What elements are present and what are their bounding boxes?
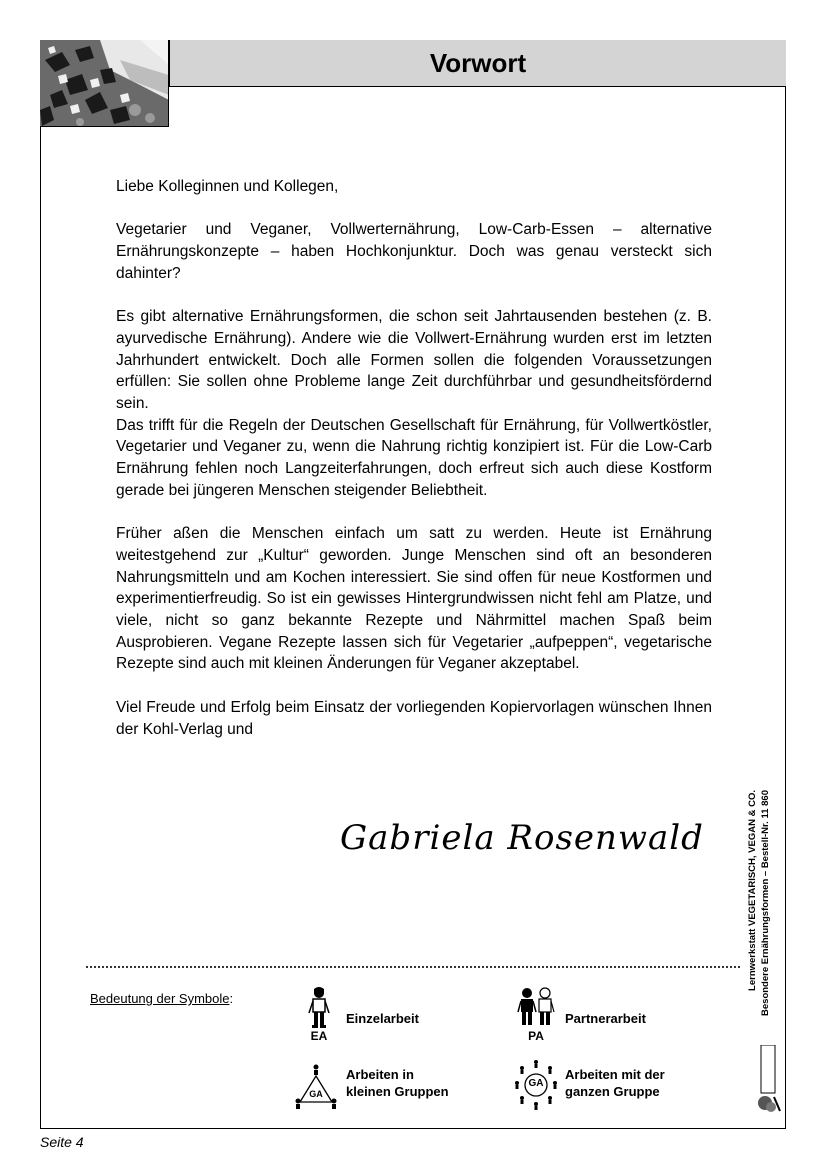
paragraph-1: Vegetarier und Veganer, Vollwerternährung, Low-Carb-Essen – alternative Ernährungskonzepte – haben Hochkonjunktur. Doch was genau versteckt sich dahinter? [116, 221, 712, 282]
paragraph-2b: Das trifft für die Regeln der Deutschen Gesellschaft für Ernährung, für Vollwertköstler, Vegetarier und Veganer zu, wenn die Nahrung richtig konzipiert ist. Für die Low-Carb Ernährung fehlen noch Langzeiterfahrungen, doch erfreut sich auch diese Kostform gerade bei jüngeren Menschen steigender Beliebtheit. [116, 416, 712, 499]
small-group-icon [294, 1062, 338, 1110]
legend-label-colon: : [229, 991, 234, 1006]
whole-group-icon [514, 1058, 558, 1112]
page-number: Seite 4 [40, 1134, 84, 1150]
legend-label [90, 991, 233, 1006]
whole-group-line2: ganzen Gruppe [565, 1084, 660, 1099]
greeting: Liebe Kolleginnen und Kollegen, [116, 178, 339, 195]
paragraph-3: Früher aßen die Menschen einfach um satt zu werden. Heute ist Ernährung weitestgehend zur „Kultur“ geworden. Junge Menschen sind oft an besonderen Nahrungsmitteln und am Kochen interessiert. Sie sind offen für neue Kostformen und experimentierfreudig. So ist ein gewisses Hintergrundwissen nicht fehl am Platze, und viele, nicht so ganz bekannte Rezepte und Nährmittel machen Spaß beim Ausprobieren. Vegane Rezepte lassen sich für Vegetarier „aufpeppen“, vegetarische Rezepte sind auch mit kleinen Änderungen für Veganer akzeptabel. [116, 525, 712, 673]
signature: Gabriela Rosenwald [340, 818, 704, 858]
foreword-text [116, 176, 712, 762]
two-persons-icon [516, 986, 556, 1046]
legend-label-text: Bedeutung der Symbole [90, 991, 230, 1006]
kohl-verlag-logo [757, 1045, 781, 1115]
whole-group-label [565, 1066, 665, 1100]
paragraph-2a: Es gibt alternative Ernährungsformen, die schon seit Jahrtausenden bestehen (z. B. ayurvedische Ernährung). Andere wie die Vollwert-Ernährung wurden erst im letzten Jahrhundert entwickelt. Doch alle Formen sollen die folgenden Voraussetzungen erfüllen: Sie sollen ohne Probleme lange Zeit durchführbar und gesundheitsfördernd sein. [116, 308, 712, 412]
whole-group-line1: Arbeiten mit der [565, 1067, 665, 1082]
pa-code: PA [528, 1029, 544, 1043]
small-group-code: GA [309, 1089, 323, 1099]
sidebar-line-2: Besondere Ernährungsformen – Bestell-Nr. 11 860 [760, 790, 771, 1016]
sidebar-line-1: Lernwerkstatt VEGETARISCH, VEGAN & CO. [747, 790, 758, 991]
paragraph-4: Viel Freude und Erfolg beim Einsatz der vorliegenden Kopiervorlagen wünschen Ihnen der Kohl-Verlag und [116, 698, 712, 738]
single-person-icon [305, 986, 333, 1046]
pa-label: Partnerarbeit [565, 1011, 646, 1026]
ea-code: EA [310, 1029, 328, 1043]
small-group-line2: kleinen Gruppen [346, 1084, 449, 1099]
whole-group-code: GA [528, 1078, 544, 1089]
dotted-divider [86, 966, 740, 968]
sidebar-publication-info [746, 790, 778, 1040]
small-group-line1: Arbeiten in [346, 1067, 414, 1082]
small-group-label [346, 1066, 449, 1100]
ea-label: Einzelarbeit [346, 1011, 419, 1026]
vegetable-photo [40, 40, 169, 127]
title-bar [169, 40, 786, 87]
page-title: Vorwort [429, 47, 527, 78]
